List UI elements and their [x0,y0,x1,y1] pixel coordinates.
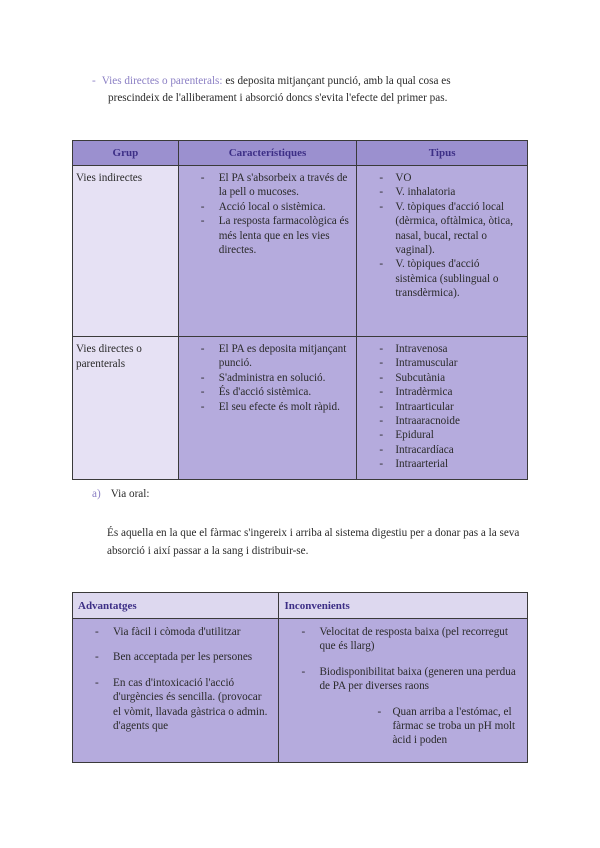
header-grup: Grup [73,141,179,166]
list-item: - Acció local o sistèmica. [179,200,351,214]
intro-line-2: prescindeix de l'alliberament i absorció doncs s'evita l'efecte del primer pas. [108,92,448,104]
list-item: - VO [357,171,521,185]
list-item: - Intravenosa [357,342,521,356]
cell-caracteristiques [178,337,357,480]
cell-advantatges [73,619,279,763]
header-advantatges: Advantatges [73,593,279,619]
cell-grup: Vies directes o parenterals [73,337,179,480]
table-row [73,619,528,763]
list-item: - El PA s'absorbeix a través de la pell o mucoses. [179,171,351,200]
cell-tipus [357,166,528,337]
list-item: - V. tòpiques d'acció local (dèrmica, oftàlmica, òtica, nasal, bucal, rectal o vaginal). [357,200,521,258]
intro-term: Vies directes o parenterals: [101,75,223,87]
header-caracteristiques: Característiques [178,141,357,166]
via-oral-title: Via oral: [110,488,150,500]
table-row [73,337,528,480]
list-item: - V. tòpiques d'acció sistèmica (sublingual o transdèrmica). [357,257,521,300]
header-tipus: Tipus [357,141,528,166]
list-item: - En cas d'intoxicació l'acció d'urgències és sencilla. (provocar el vòmit, llavada gàstrica o admin. d'agents que [73,676,270,734]
list-letter: a) [92,488,101,500]
pros-cons-table [72,592,528,763]
list-item: - El seu efecte és molt ràpid. [179,400,351,414]
cell-tipus [357,337,528,480]
list-item: - Intramuscular [357,356,521,370]
list-item: - V. inhalatoria [357,185,521,199]
cell-inconvenients [279,619,528,763]
table-row [73,166,528,337]
list-item: - Subcutània [357,371,521,385]
list-item: - És d'acció sistèmica. [179,385,351,399]
bullet-dash: - [92,75,96,87]
header-inconvenients: Inconvenients [279,593,528,619]
list-item: - Intradèrmica [357,385,521,399]
intro-line-1: es deposita mitjançant punció, amb la qual cosa es [225,75,451,87]
intro-paragraph [92,73,532,107]
cell-caracteristiques [178,166,357,337]
routes-table [72,140,528,480]
list-item: - Intraaracnoide [357,414,521,428]
list-item: - Via fàcil i còmoda d'utilitzar [73,625,270,639]
cell-grup: Vies indirectes [73,166,179,337]
list-item: - Velocitat de resposta baixa (pel recorregut que és llarg) [279,625,519,654]
list-item: - Epidural [357,428,521,442]
list-item: - Intracardíaca [357,443,521,457]
list-item: - La resposta farmacològica és més lenta que en les vies directes. [179,214,351,257]
list-item: - Intraarticular [357,400,521,414]
list-item: - S'administra en solució. [179,371,351,385]
list-item: - Quan arriba a l'estómac, el fàrmac se troba un pH molt àcid i poden [279,705,519,748]
via-oral-paragraph: És aquella en la que el fàrmac s'ingereix i arriba al sistema digestiu per a donar pas a la seva absorció i així passar a la sang i distribuir-se. [107,527,520,557]
list-item: - Biodisponibilitat baixa (generen una perdua de PA per diverses raons [279,665,519,694]
list-item: - Intraarterial [357,457,521,471]
via-oral-heading [92,488,149,500]
list-item: - El PA es deposita mitjançant punció. [179,342,351,371]
list-item: - Ben acceptada per les persones [73,650,270,664]
